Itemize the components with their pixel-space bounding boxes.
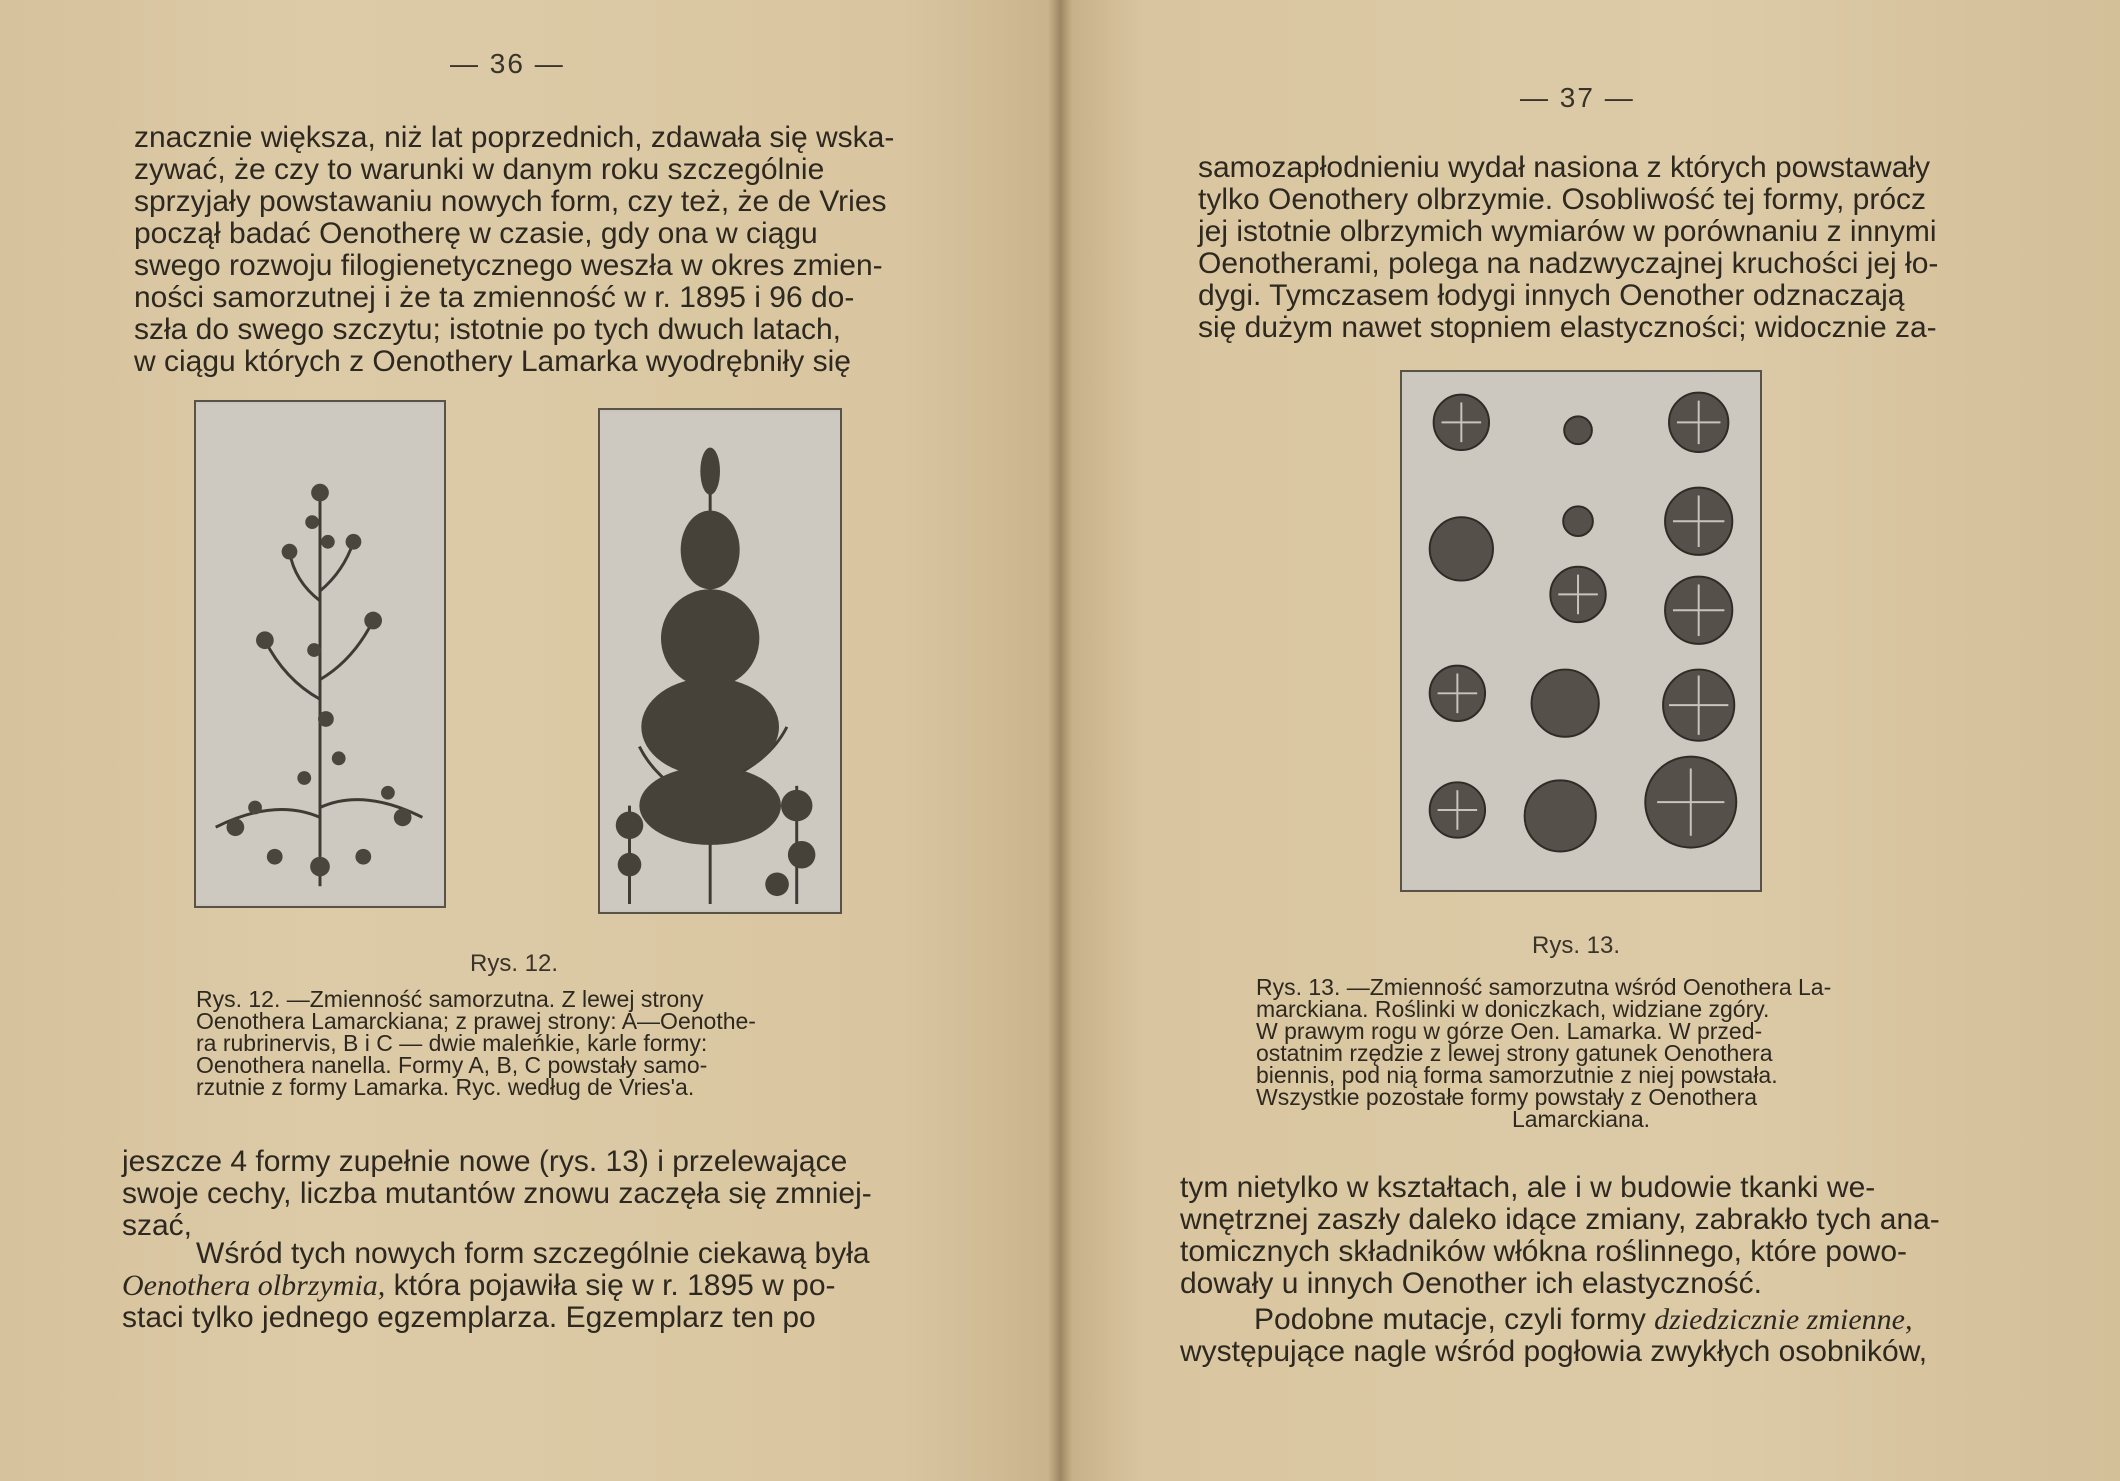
caption-line: Lamarckiana. (1511, 1106, 1651, 1132)
left-text-bottom-2 (122, 1238, 912, 1334)
right-text-bottom-2 (1180, 1304, 1980, 1368)
left-text-top (134, 122, 918, 378)
text-line: począł badać Oenotherę w czasie, gdy ona w ciągu (134, 217, 818, 250)
italic-term: dziedzicznie zmienne, (1654, 1303, 1913, 1336)
text-line: samozapłodnieniu wydał nasiona z których powstawały (1198, 151, 1931, 184)
right-text-bottom-1 (1180, 1172, 1980, 1300)
figure-13-rosettes-image (1400, 370, 1762, 892)
caption-line: biennis, pod nią forma samorzutnie z niej powstała. (1256, 1062, 1778, 1088)
figure-13-caption (1256, 976, 1906, 1130)
book-gutter (1048, 0, 1072, 1481)
text-line: zywać, że czy to warunki w danym roku szczególnie (134, 153, 825, 186)
caption-line: ra rubrinervis, B i C — dwie maleńkie, karle formy: (196, 1030, 708, 1056)
text-line: Oenotherami, polega na nadzwyczajnej kruchości jej ło- (1198, 247, 1939, 280)
text-line: szać, (122, 1209, 193, 1242)
figure-12-right-plant-image (598, 408, 842, 914)
text-line: występujące nagle wśród pogłowia zwykłych osobników, (1180, 1335, 1928, 1368)
right-page (1060, 0, 2120, 1481)
text-line: Wśród tych nowych form szczególnie ciekawą była (196, 1237, 870, 1270)
text-line: ności samorzutnej i że ta zmienność w r. 1895 i 96 do- (134, 281, 855, 314)
text-line: sprzyjały powstawaniu nowych form, czy też, że de Vries (134, 185, 887, 218)
text-fragment: która pojawiła się w r. 1895 w po- (385, 1269, 836, 1302)
caption-line: Rys. 12. —Zmienność samorzutna. Z lewej strony (196, 986, 704, 1012)
text-line: się dużym nawet stopniem elastyczności; widocznie za- (1198, 311, 1937, 344)
caption-line: Oenothera nanella. Formy A, B, C powstały samo- (196, 1052, 708, 1078)
figure-12-label: Rys. 12. (470, 950, 559, 977)
page-number-right: — 37 — (1520, 82, 1635, 113)
figure-12-caption (196, 988, 836, 1098)
text-line: jej istotnie olbrzymich wymiarów w porównaniu z innymi (1198, 215, 1937, 248)
text-line: tylko Oenothery olbrzymie. Osobliwość tej formy, prócz (1198, 183, 1927, 216)
text-line: dowały u innych Oenother ich elastyczność. (1180, 1267, 1762, 1300)
text-line: tym nietylko w kształtach, ale i w budowie tkanki we- (1180, 1171, 1876, 1204)
text-line (122, 1270, 912, 1302)
left-text-bottom-1 (122, 1146, 912, 1242)
caption-line: W prawym rogu w górze Oen. Lamarka. W przed- (1256, 1018, 1763, 1044)
text-line: dygi. Tymczasem łodygi innych Oenother odznaczają (1198, 279, 1905, 312)
text-line: staci tylko jednego egzemplarza. Egzemplarz ten po (122, 1301, 816, 1334)
figure-12-left-plant-image (194, 400, 446, 908)
text-line: jeszcze 4 formy zupełnie nowe (rys. 13) i przelewające (122, 1145, 848, 1178)
caption-line: Rys. 13. —Zmienność samorzutna wśród Oenothera La- (1256, 974, 1832, 1000)
italic-species-name: Oenothera olbrzymia, (122, 1269, 386, 1302)
text-line: szła do swego szczytu; istotnie po tych dwuch latach, (134, 313, 842, 346)
text-line: swego rozwoju filogienetycznego weszła w okres zmien- (134, 249, 883, 282)
right-text-top (1198, 152, 1988, 344)
text-line: wnętrznej zaszły daleko idące zmiany, zabrakło tych ana- (1180, 1203, 1940, 1236)
caption-line: rzutnie z formy Lamarka. Ryc. według de Vries'a. (196, 1074, 695, 1100)
text-line: znacznie większa, niż lat poprzednich, zdawała się wska- (134, 121, 895, 154)
text-line: swoje cechy, liczba mutantów znowu zaczęła się zmniej- (122, 1177, 872, 1210)
caption-line: ostatnim rzędzie z lewej strony gatunek Oenothera (1256, 1040, 1773, 1066)
text-line (1180, 1304, 1980, 1336)
text-line: w ciągu których z Oenothery Lamarka wyodrębniły się (134, 345, 851, 378)
text-line: tomicznych składników włókna roślinnego, które powo- (1180, 1235, 1908, 1268)
page-number-left: — 36 — (450, 48, 565, 79)
figure-13-label: Rys. 13. (1532, 932, 1621, 959)
caption-line: marckiana. Roślinki w doniczkach, widziane zgóry. (1256, 996, 1770, 1022)
text-fragment: Podobne mutacje, czyli formy (1254, 1303, 1655, 1336)
caption-line: Oenothera Lamarckiana; z prawej strony: A—Oenothe- (196, 1008, 756, 1034)
caption-line: Wszystkie pozostałe formy powstały z Oenothera (1256, 1084, 1758, 1110)
